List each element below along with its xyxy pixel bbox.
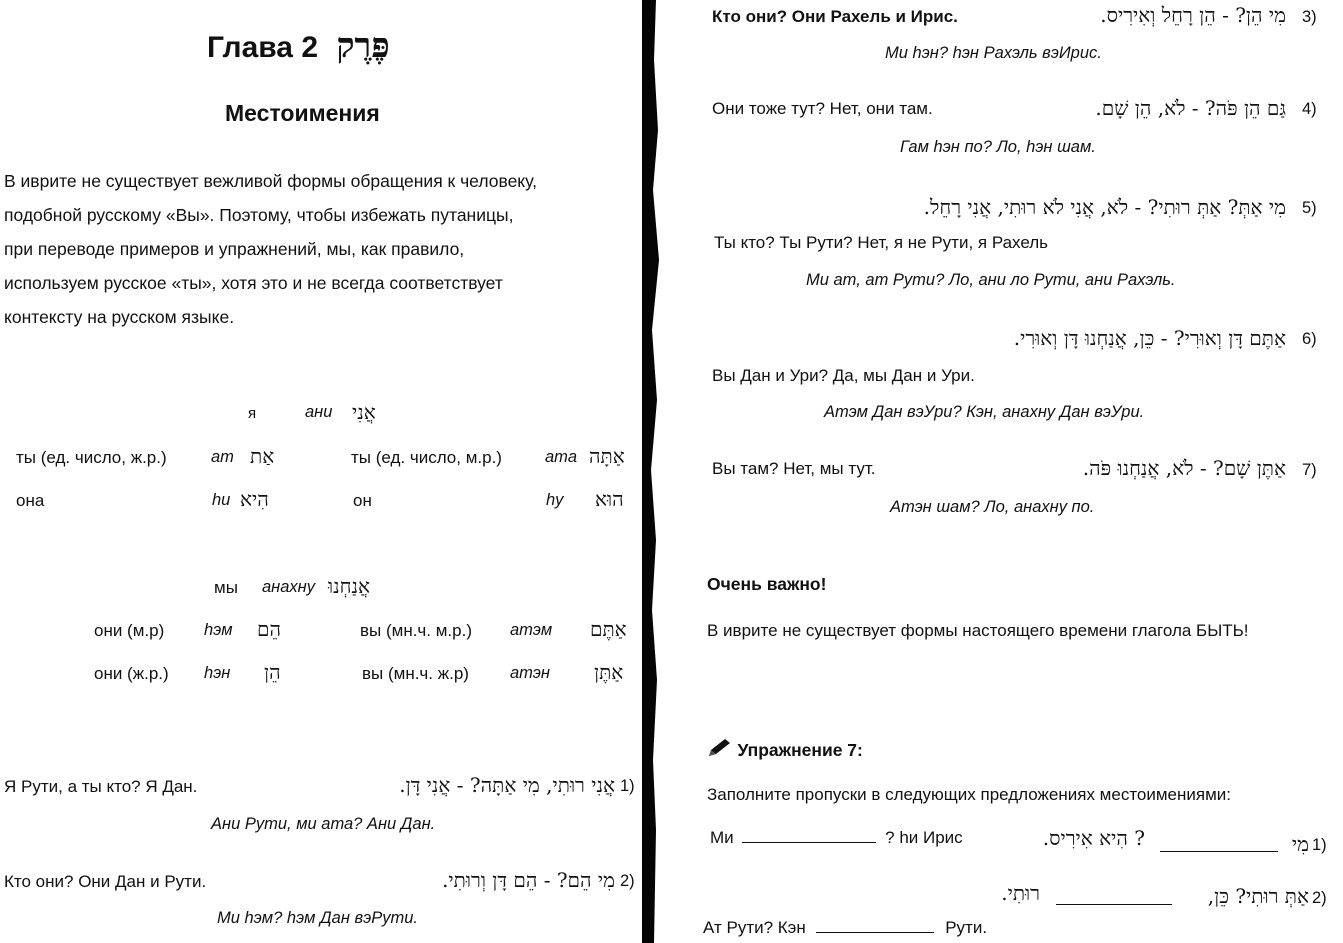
exercise-he-start: אַתְּ רוּתִי? כֵּן, — [1207, 884, 1309, 908]
example-he: אֲנִי רוּתִי, מִי אַתָּה? - אֲנִי דָּן. — [399, 773, 615, 797]
important-heading: Очень важно! — [707, 574, 827, 594]
example-number: 2) — [620, 872, 635, 890]
intro-line: используем русское «ты», хотя это и не всегда соответствует — [4, 273, 503, 293]
example-ru: Кто они? Они Рахель и Ирис. — [712, 7, 958, 26]
pronoun-tr: hu — [212, 491, 231, 509]
exercise-ru — [703, 918, 987, 938]
exercise-ru-end: ? hи Ирис — [885, 828, 963, 847]
pronoun-ru: они (м.р) — [94, 621, 165, 640]
intro-line: при переводе примеров и упражнений, мы, как правило, — [4, 239, 465, 259]
example-number: 4) — [1302, 100, 1317, 118]
pronoun-tr: атэн — [510, 664, 550, 682]
pencil-icon — [707, 738, 733, 758]
pronoun-he: אַתָּה — [589, 444, 625, 468]
chapter-title-he: פֶּרֶק — [336, 26, 390, 66]
intro-line: подобной русскому «Вы». Поэтому, чтобы избежать путаницы, — [4, 205, 514, 225]
section-subtitle: Местоимения — [225, 100, 380, 126]
example-transliteration: Атэн шам? Ло, анахну по. — [890, 498, 1095, 516]
example-transliteration: Ани Рути, ми ата? Ани Дан. — [211, 815, 436, 833]
example-ru: Они тоже тут? Нет, они там. — [712, 99, 933, 118]
example-transliteration: Атэм Дан вэУри? Кэн, анахну Дан вэУри. — [824, 403, 1145, 421]
pronoun-he: הוּא — [595, 487, 624, 511]
answer-blank[interactable] — [1056, 903, 1172, 905]
example-he: מִי הֵן? - הֵן רָחֵל וְאִירִיס. — [1100, 3, 1286, 27]
pronoun-he: אֲנִי — [352, 400, 376, 424]
pronoun-ru: ты (ед. число, м.р.) — [351, 448, 502, 467]
example-number: 6) — [1302, 330, 1317, 348]
example-he: גַּם הֵן פֹּה? - לֹא, הֵן שָׁם. — [1095, 96, 1286, 120]
example-ru: Вы Дан и Ури? Да, мы Дан и Ури. — [712, 366, 975, 385]
important-text: В иврите не существует формы настоящего времени глагола БЫТЬ! — [707, 621, 1249, 640]
pronoun-ru: мы — [214, 578, 238, 597]
pronoun-tr: hy — [546, 491, 564, 509]
intro-line: В иврите не существует вежливой формы обращения к человеку, — [4, 171, 538, 191]
book-gutter-shadow — [642, 0, 664, 943]
example-transliteration: Ми hэн? hэн Рахэль вэИрис. — [885, 44, 1102, 62]
pronoun-he: אַתֶּן — [594, 660, 624, 684]
exercise-he-end: ? הִיא אִירִיס. — [1042, 826, 1145, 850]
exercise-title: Упражнение 7: — [737, 740, 863, 760]
pronoun-he: אַתֶּם — [590, 617, 627, 641]
exercise-header — [707, 738, 863, 761]
pronoun-he: הֵם — [257, 617, 281, 641]
chapter-title — [207, 26, 390, 66]
pronoun-tr: hэм — [204, 621, 233, 639]
exercise-number: 1) — [1312, 836, 1327, 854]
example-ru: Я Рути, а ты кто? Я Дан. — [4, 777, 198, 796]
exercise-instruction: Заполните пропуски в следующих предложениях местоимениями: — [707, 785, 1232, 804]
exercise-ru-start: Ми — [710, 828, 734, 847]
example-he: אַתֶּם דָּן וְאוּרִי? - כֵּן, אֲנַחְנוּ דָּן וְאוּרִי. — [1013, 326, 1286, 350]
pronoun-ru: она — [16, 491, 45, 510]
pronoun-tr: ama — [545, 448, 578, 466]
example-number: 3) — [1302, 8, 1317, 26]
pronoun-ru: я — [248, 405, 257, 422]
pronoun-ru: вы (мн.ч. м.р.) — [360, 621, 472, 640]
exercise-ru — [710, 828, 963, 848]
example-ru: Кто они? Они Дан и Рути. — [4, 872, 207, 891]
exercise-ru-end: Рути. — [945, 918, 988, 937]
pronoun-ru: он — [353, 491, 372, 510]
pronoun-ru: ты (ед. число, ж.р.) — [16, 448, 167, 467]
pronoun-ru: вы (мн.ч. ж.р) — [362, 664, 469, 683]
example-number: 1) — [620, 777, 635, 795]
pronoun-he: אַת — [250, 444, 275, 468]
example-ru: Вы там? Нет, мы тут. — [712, 459, 876, 478]
example-he: אַתֶּן שָׁם? - לֹא, אֲנַחְנוּ פֹּה. — [1082, 456, 1286, 480]
pronoun-tr: ани — [305, 403, 333, 421]
pronoun-tr: атэм — [510, 621, 553, 639]
example-transliteration: Ми hэм? hэм Дан вэРути. — [217, 909, 418, 927]
intro-paragraph — [4, 164, 537, 334]
pronoun-tr: hэн — [204, 664, 231, 682]
exercise-he-end: רוּתִי. — [1001, 881, 1040, 905]
answer-blank[interactable] — [816, 931, 934, 933]
pronoun-tr: анахну — [262, 578, 316, 596]
example-he: מִי הֵם? - הֵם דָּן וְרוּתִי. — [442, 868, 615, 892]
answer-blank[interactable] — [742, 841, 876, 843]
example-transliteration: Ми ат, ат Рути? Ло, ани ло Рути, ани Рахэль. — [806, 271, 1176, 289]
exercise-number: 2) — [1312, 889, 1327, 907]
pronoun-tr: am — [211, 448, 234, 466]
example-number: 5) — [1302, 199, 1317, 217]
example-number: 7) — [1302, 461, 1317, 479]
chapter-title-ru: Глава 2 — [207, 31, 319, 64]
exercise-ru-start: Ат Рути? Кэн — [703, 918, 806, 937]
pronoun-ru: они (ж.р.) — [94, 664, 169, 683]
intro-line: контексту на русском языке. — [4, 307, 235, 327]
example-transliteration: Гам hэн по? Ло, hэн шам. — [900, 138, 1096, 156]
exercise-he-start: מִי — [1291, 832, 1309, 856]
example-he: מִי אַתְּ? אַתְּ רוּתִי? - לֹא, אֲנִי לֹא רוּתִי, אֲנִי רָחֵל. — [923, 195, 1286, 219]
pronoun-he: הִיא — [240, 487, 269, 511]
answer-blank[interactable] — [1160, 850, 1278, 852]
pronoun-he: הֵן — [264, 660, 281, 684]
pronoun-he: אֲנַחְנוּ — [328, 574, 370, 598]
example-ru: Ты кто? Ты Рути? Нет, я не Рути, я Рахель — [714, 233, 1049, 252]
